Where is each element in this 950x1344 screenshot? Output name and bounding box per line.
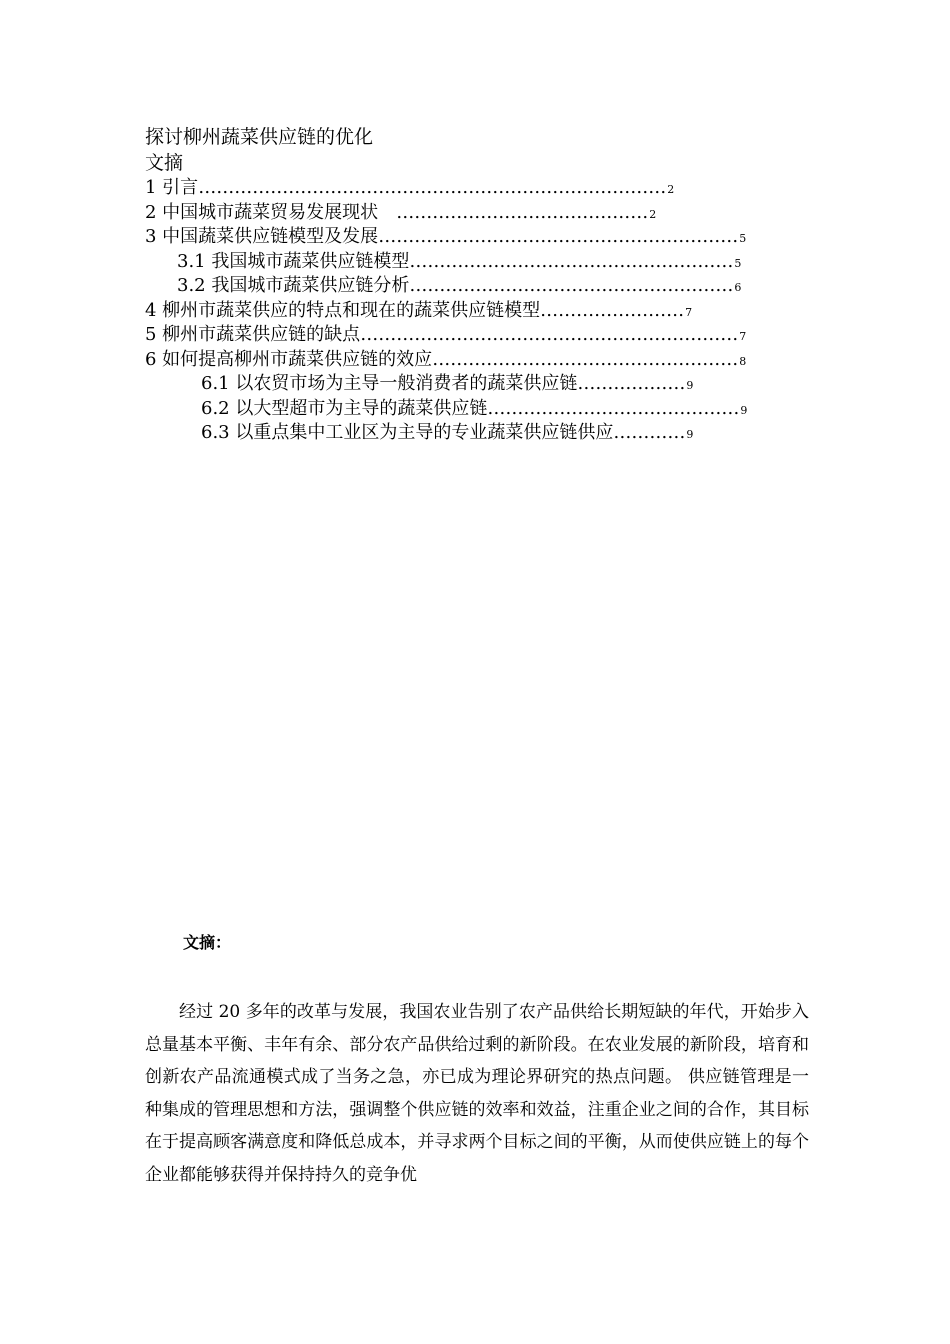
toc-entry-label: 5 柳州市蔬菜供应链的缺点 (145, 324, 361, 345)
toc-entry-page: 2 (649, 207, 657, 221)
abstract-paragraph: 经过 20 多年的改革与发展，我国农业告别了农产品供给长期短缺的年代，开始步入总量基本平衡、丰年有余、部分农产品供给过剩的新阶段。在农业发展的新阶段，培育和创新农产品流通模式成了当务之急，亦已成为理论界研究的热点问题。 供应链管理是一种集成的管理思想和方法，强调整个供应链的效率和效益，注重企业之间的合作，其目标在于提高顾客满意度和降低总成本，并寻求两个目标之间的平衡，从而使供应链上的每个企业都能够获得并保持持久的竞争优 (145, 1002, 809, 1185)
toc-entry[interactable] (145, 225, 825, 250)
toc-entry-leader: ……………………………………………… (409, 275, 734, 296)
document-title: 探讨柳州蔬菜供应链的优化 (145, 126, 374, 148)
toc-entry-leader: ……………………………………………… (409, 250, 734, 272)
toc-entry-label: 3 中国蔬菜供应链模型及发展 (145, 226, 379, 247)
toc-entry[interactable] (145, 348, 825, 373)
toc-entry-leader: …………………………………… (487, 397, 740, 419)
toc-entry-label: 6 如何提高柳州市蔬菜供应链的效应 (145, 348, 433, 370)
toc-entry[interactable] (145, 176, 825, 201)
toc-entry-leader: …………………………………………… (432, 348, 739, 370)
toc-entry-label: 3.1 我国城市蔬菜供应链模型 (177, 250, 410, 272)
toc-entry-label: 4 柳州市蔬菜供应的特点和现在的蔬菜供应链模型 (145, 299, 541, 321)
toc-abstract-line: 文摘 (145, 152, 184, 174)
toc-entry-page: 7 (739, 330, 747, 343)
toc-entry[interactable] (145, 299, 825, 324)
toc-entry-label: 3.2 我国城市蔬菜供应链分析 (177, 275, 410, 296)
abstract-body (145, 996, 809, 1192)
toc-entry-label: 1 引言 (145, 177, 199, 198)
toc-entry[interactable] (145, 397, 825, 422)
toc-entry-label: 6.3 以重点集中工业区为主导的专业蔬菜供应链供应 (201, 422, 614, 443)
toc-entry-page: 8 (739, 354, 747, 368)
toc-entry[interactable] (145, 421, 825, 446)
toc-entry[interactable] (145, 250, 825, 275)
toc-entry-label: 2 中国城市蔬菜贸易发展现状 (145, 201, 397, 223)
toc-entry-leader: …………………………………………………… (378, 226, 739, 247)
toc-entry-leader: …………………………………… (396, 201, 649, 223)
toc-entry-label: 6.2 以大型超市为主导的蔬菜供应链 (201, 397, 488, 419)
toc-entry-page: 6 (734, 281, 742, 294)
toc-entry-leader: …………………… (540, 299, 685, 321)
toc-entry[interactable] (145, 323, 825, 348)
toc-entry-page: 5 (734, 256, 742, 270)
toc-entry-leader: ………… (613, 422, 686, 443)
toc-entry-label: 6.1 以农贸市场为主导一般消费者的蔬菜供应链 (201, 373, 578, 394)
toc-entry-leader: …………………………………………………………………… (198, 177, 667, 198)
toc-entry-page: 5 (739, 232, 747, 245)
toc-entry-page: 9 (740, 403, 748, 417)
toc-entry-leader: ……………………………………………………… (360, 324, 739, 345)
toc-entry-page: 9 (686, 428, 694, 441)
toc-entry[interactable] (145, 274, 825, 299)
toc-entry-page: 2 (667, 183, 675, 196)
toc-entry[interactable] (145, 372, 825, 397)
toc-entry-page: 9 (686, 379, 694, 392)
abstract-heading: 文摘： (183, 933, 232, 952)
toc-entry-leader: ……………… (577, 373, 686, 394)
toc-entry-page: 7 (685, 305, 693, 319)
table-of-contents (145, 124, 825, 446)
toc-entry[interactable] (145, 201, 825, 226)
